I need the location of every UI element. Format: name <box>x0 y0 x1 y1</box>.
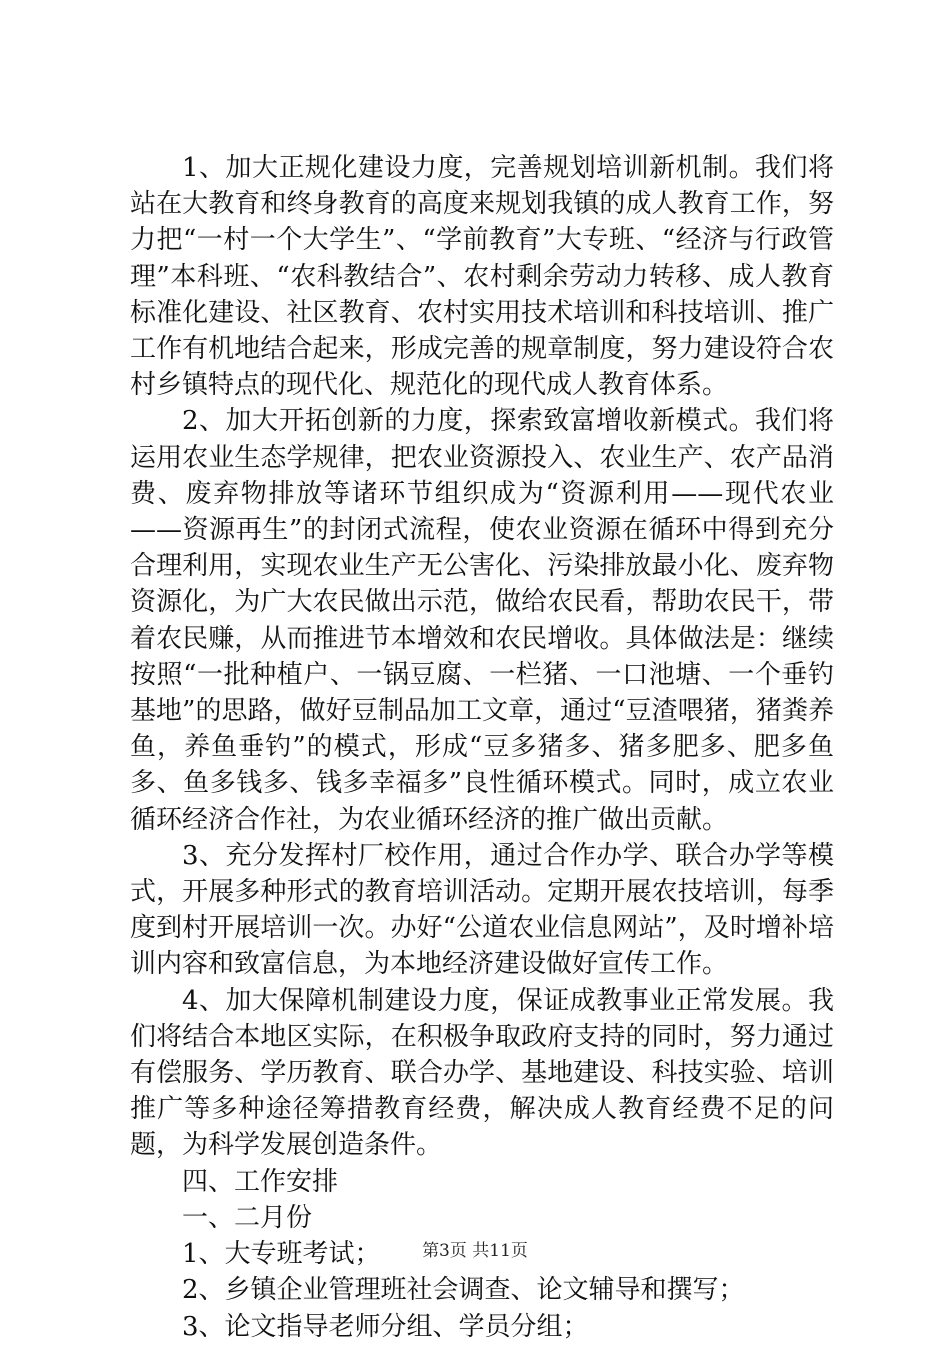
page-number-footer: 第3页 共11页 <box>422 1241 528 1261</box>
sub-heading-month: 一、二月份 <box>182 1202 313 1233</box>
paragraph-2: 2、加大开拓创新的力度，探索致富增收新模式。我们将运用农业生态学规律，把农业资源投入、农业生产、农产品消费、废弃物排放等诸环节组织成为“资源利用——现代农业——资源再生”的封闭式流程，使农业资源在循环中得到充分合理利用，实现农业生产无公害化、污染排放最小化、废弃物资源化，为广大农民做出示范，做给农民看，帮助农民干，带着农民赚，从而推进节本增效和农民增收。具体做法是：继续按照“一批种植户、一锅豆腐、一栏猪、一口池塘、一个垂钓基地”的思路，做好豆制品加工文章，通过“豆渣喂猪，猪粪养鱼，养鱼垂钓”的模式，形成“豆多猪多、猪多肥多、肥多鱼多、鱼多钱多、钱多幸福多”良性循环模式。同时，成立农业循环经济合作社，为农业循环经济的推广做出贡献。 <box>130 406 834 835</box>
paragraph-3: 3、充分发挥村厂校作用，通过合作办学、联合办学等模式，开展多种形式的教育培训活动。定期开展农技培训，每季度到村开展培训一次。办好“公道农业信息网站”，及时增补培训内容和致富信息，为本地经济建设做好宣传工作。 <box>130 840 834 980</box>
paragraph-1: 1、加大正规化建设力度，完善规划培训新机制。我们将站在大教育和终身教育的高度来规划我镇的成人教育工作，努力把“一村一个大学生”、“学前教育”大专班、“经济与行政管理”本科班、“农科教结合”、农村剩余劳动力转移、成人教育标准化建设、社区教育、农村实用技术培训和科技培训、推广工作有机地结合起来，形成完善的规章制度，努力建设符合农村乡镇特点的现代化、规范化的现代成人教育体系。 <box>130 153 834 401</box>
paragraph-4: 4、加大保障机制建设力度，保证成教事业正常发展。我们将结合本地区实际，在积极争取政府支持的同时，努力通过有偿服务、学历教育、联合办学、基地建设、科技实验、培训推广等多种途径筹措教育经费，解决成人教育经费不足的问题，为科学发展创造条件。 <box>130 985 834 1161</box>
list-item: 2、乡镇企业管理班社会调查、论文辅导和撰写； <box>182 1275 745 1306</box>
list-item: 1、大专班考试； <box>182 1239 381 1270</box>
list-item: 3、论文指导老师分组、学员分组； <box>182 1311 589 1342</box>
document-body <box>130 150 834 1345</box>
section-heading: 四、工作安排 <box>182 1166 339 1197</box>
